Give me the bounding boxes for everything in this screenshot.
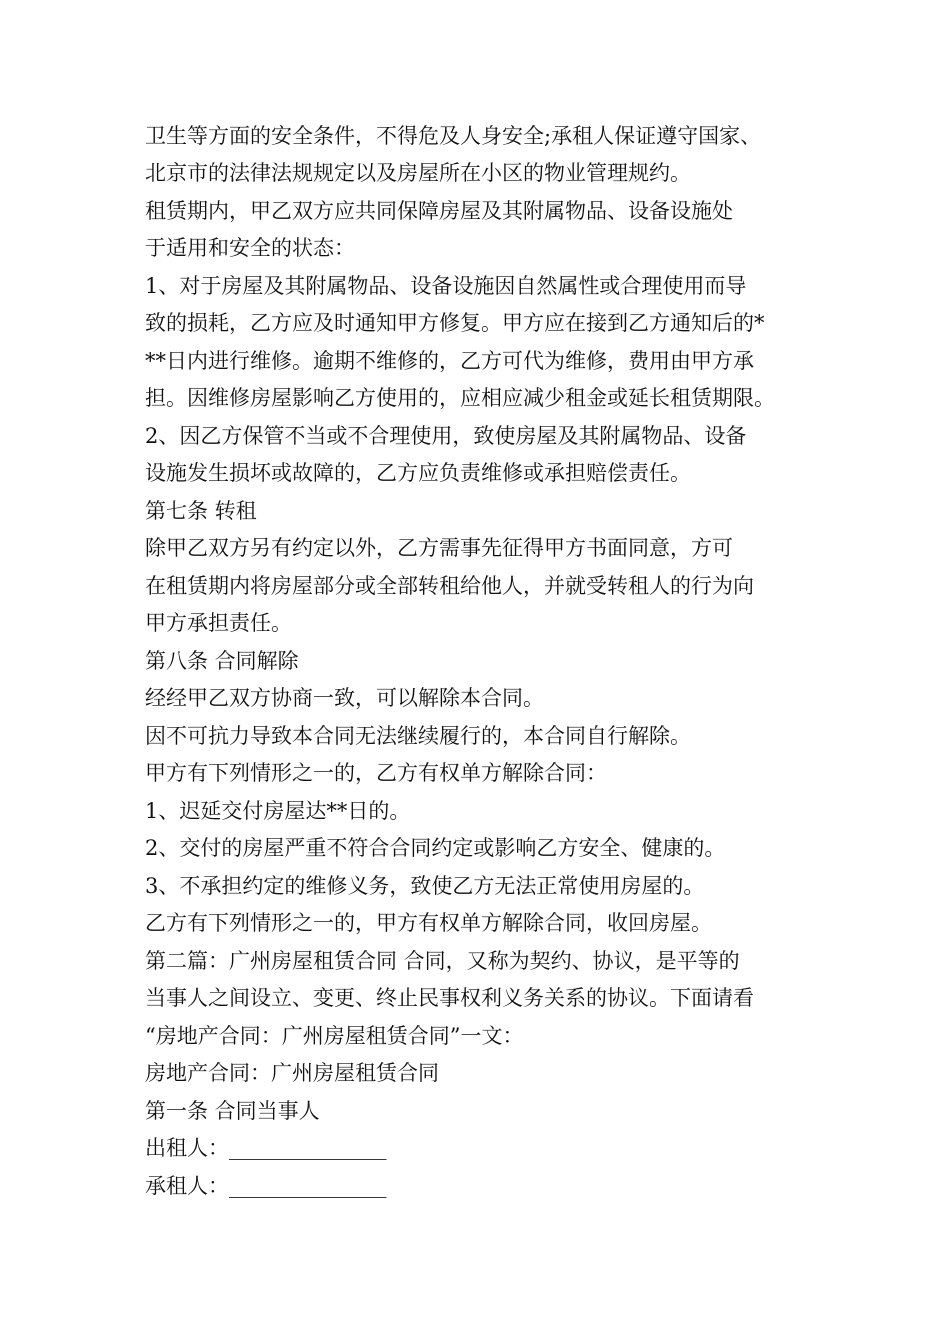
- text-line: 3、不承担约定的维修义务，致使乙方无法正常使用房屋的。: [145, 874, 705, 898]
- text-line: 2、因乙方保管不当或不合理使用，致使房屋及其附属物品、设备: [145, 424, 747, 448]
- text-line: 担。因维修房屋影响乙方使用的，应相应减少租金或延长租赁期限。: [145, 386, 775, 410]
- text-line: 除甲乙双方另有约定以外，乙方需事先征得甲方书面同意，方可: [145, 536, 733, 560]
- text-line: 1、迟延交付房屋达**日的。: [145, 799, 411, 823]
- text-line: 乙方有下列情形之一的，甲方有权单方解除合同，收回房屋。: [145, 911, 712, 935]
- text-line: 甲方有下列情形之一的，乙方有权单方解除合同：: [145, 761, 607, 785]
- signature-field-lessor: 出租人：_______________: [145, 1136, 387, 1160]
- text-line: **日内进行维修。逾期不维修的，乙方可代为维修，费用由甲方承: [145, 349, 754, 373]
- section-heading: 第八条 合同解除: [145, 649, 299, 673]
- text-line: 当事人之间设立、变更、终止民事权利义务关系的协议。下面请看: [145, 986, 754, 1010]
- text-line: 卫生等方面的安全条件，不得危及人身安全;承租人保证遵守国家、: [145, 124, 762, 148]
- section-heading: 第一条 合同当事人: [145, 1099, 320, 1123]
- section-heading: 第七条 转租: [145, 499, 257, 523]
- text-line: 因不可抗力导致本合同无法继续履行的，本合同自行解除。: [145, 724, 691, 748]
- text-line: 致的损耗，乙方应及时通知甲方修复。甲方应在接到乙方通知后的*: [145, 311, 765, 335]
- text-line: 于适用和安全的状态：: [145, 236, 355, 260]
- text-line: 北京市的法律法规规定以及房屋所在小区的物业管理规约。: [145, 161, 691, 185]
- signature-field-lessee: 承租人：_______________: [145, 1174, 387, 1198]
- text-line: 租赁期内，甲乙双方应共同保障房屋及其附属物品、设备设施处: [145, 199, 733, 223]
- text-line: 1、对于房屋及其附属物品、设备设施因自然属性或合理使用而导: [145, 274, 747, 298]
- text-line: 房地产合同：广州房屋租赁合同: [145, 1061, 439, 1085]
- text-line: 甲方承担责任。: [145, 611, 292, 635]
- text-line: 2、交付的房屋严重不符合合同约定或影响乙方安全、健康的。: [145, 836, 726, 860]
- text-line: 经经甲乙双方协商一致，可以解除本合同。: [145, 686, 544, 710]
- text-line: “房地产合同：广州房屋租赁合同”一文：: [145, 1024, 524, 1048]
- text-line: 设施发生损坏或故障的，乙方应负责维修或承担赔偿责任。: [145, 461, 691, 485]
- text-line: 在租赁期内将房屋部分或全部转租给他人，并就受转租人的行为向: [145, 574, 754, 598]
- text-line: 第二篇：广州房屋租赁合同 合同，又称为契约、协议，是平等的: [145, 949, 740, 973]
